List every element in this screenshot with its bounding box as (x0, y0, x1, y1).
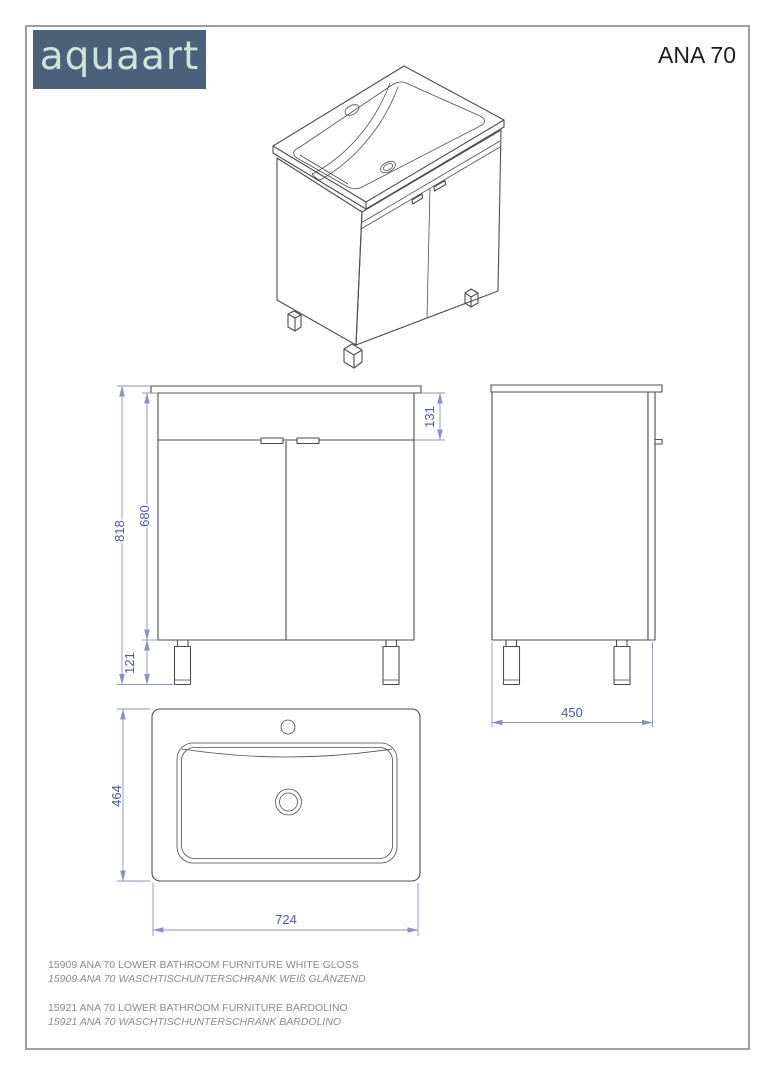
dim-label-width: 724 (275, 912, 297, 927)
persp-faucet-hole (343, 103, 360, 118)
front-handle-right (297, 438, 319, 444)
persp-basin-curve-inner (300, 83, 390, 184)
front-leg-right (383, 640, 399, 685)
dim-label-depth: 450 (561, 705, 583, 720)
dim-label-leg-height: 121 (122, 652, 137, 674)
persp-leg-right (465, 289, 478, 307)
perspective-view (273, 66, 504, 368)
front-leg-left (175, 640, 191, 685)
dim-width (153, 883, 418, 936)
dim-label-apron-height: 131 (422, 406, 437, 428)
front-handle-left (261, 438, 283, 444)
product-item (48, 959, 366, 986)
side-leg-right (614, 640, 630, 685)
product-code-en: 15921 ANA 70 LOWER BATHROOM FURNITURE BARDOLINO (48, 1002, 348, 1014)
dim-label-top-depth: 464 (109, 785, 124, 807)
dim-top-depth (109, 709, 150, 881)
front-sink-slab (151, 386, 421, 393)
front-view (151, 386, 421, 685)
top-sink-outline (152, 709, 420, 881)
persp-leg-left (288, 311, 301, 331)
side-leg-left (504, 640, 520, 685)
product-code-de: 15921 ANA 70 WASCHTISCHUNTERSCHRANK BARDOLINO (48, 1015, 342, 1028)
dim-label-cabinet-height: 680 (137, 505, 152, 527)
persp-drain (379, 159, 398, 175)
dim-cabinet-height (137, 393, 158, 640)
brand-logo-text: aquaart (39, 34, 200, 79)
side-view (491, 385, 662, 685)
persp-apron-lines (361, 141, 500, 229)
dim-leg-height (122, 640, 147, 685)
dim-apron-height (414, 393, 445, 440)
product-item (48, 1002, 366, 1029)
side-cabinet-body (492, 392, 648, 640)
side-door-edge (648, 392, 655, 640)
side-handle (655, 440, 662, 445)
persp-basin-curve (320, 87, 398, 180)
product-code-de: 15909 ANA 70 WASCHTISCHUNTERSCHRANK WEIß GLÄNZEND (48, 972, 366, 985)
product-list (48, 959, 366, 1045)
persp-left-panel (277, 158, 362, 345)
model-title: ANA 70 (658, 42, 736, 68)
persp-leg-front (344, 344, 362, 368)
dim-label-total-height: 818 (112, 520, 127, 542)
side-sink-slab (491, 385, 662, 392)
product-code-en: 15909 ANA 70 LOWER BATHROOM FURNITURE WHITE GLOSS (48, 959, 359, 971)
persp-door-split (427, 188, 430, 318)
top-view (152, 709, 420, 881)
